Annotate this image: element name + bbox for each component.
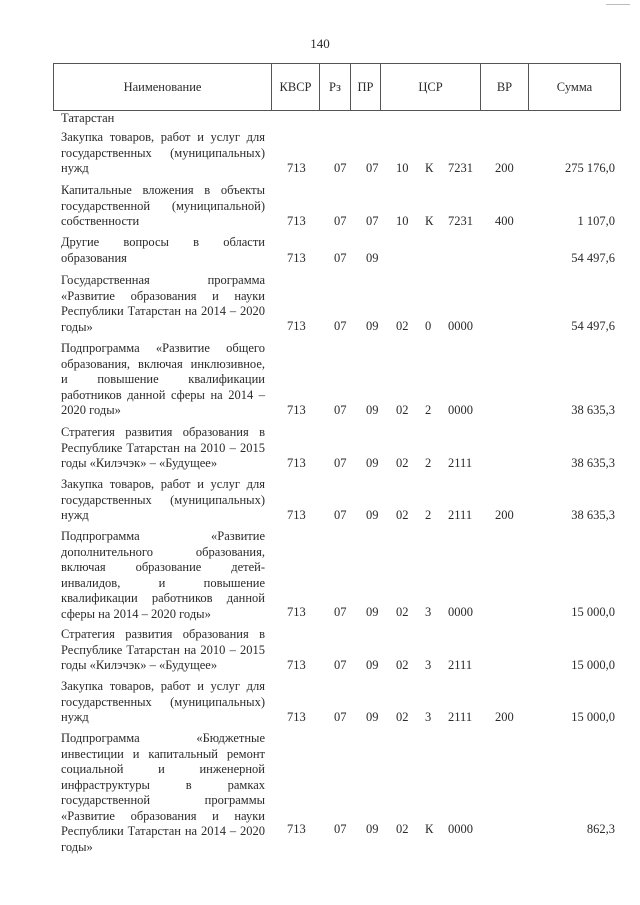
row-csr-code: 7231 — [448, 160, 473, 175]
row-name: Подпрограмма «Развитие дополнительного образования, включая образование детей-инвалидов, и повышение квалификации работников данной сферы на 2014 – 2020 годы» — [61, 529, 265, 621]
row-rz: 07 — [334, 318, 347, 333]
row-csr-program: 02 — [396, 709, 409, 724]
row-name: Подпрограмма «Бюджетные инвестиции и капитальный ремонт социальной и инженерной инфраструктуры в рамках государственной программы «Развитие образования и науки Республики Татарстан на 2014 – 2020 годы» — [61, 731, 265, 854]
row-rz: 07 — [334, 402, 347, 417]
row-rz: 07 — [334, 455, 347, 470]
row-kvsr: 713 — [287, 455, 306, 470]
row-csr-code: 2111 — [448, 709, 473, 724]
row-name: Подпрограмма «Развитие общего образования, включая инклюзивное, и повышение квалификации работников данной сферы на 2014 – 2020 годы» — [61, 341, 265, 417]
row-sum: 275 176,0 — [565, 160, 615, 175]
row-rz: 07 — [334, 709, 347, 724]
row-csr-code: 7231 — [448, 213, 473, 228]
row-csr-code: 2111 — [448, 657, 473, 672]
row-csr-subprogram: К — [425, 821, 434, 836]
table-row — [53, 679, 617, 725]
row-csr-subprogram: К — [425, 213, 434, 228]
row-name: Закупка товаров, работ и услуг для государственных (муниципальных) нужд — [61, 130, 265, 175]
row-pr: 09 — [366, 821, 379, 836]
row-sum: 862,3 — [586, 821, 615, 836]
row-csr-subprogram: 0 — [425, 318, 432, 333]
row-rz: 07 — [334, 250, 347, 265]
row-name: Стратегия развития образования в Республике Татарстан на 2010 – 2015 годы «Килэчэк» – «Будущее» — [61, 627, 265, 672]
row-csr-subprogram: 2 — [425, 455, 432, 470]
row-kvsr: 713 — [287, 709, 306, 724]
header-sum: Сумма — [529, 64, 621, 111]
row-kvsr: 713 — [287, 318, 306, 333]
row-csr-program: 02 — [396, 318, 409, 333]
row-csr-program: 02 — [396, 821, 409, 836]
row-sum: 15 000,0 — [571, 657, 615, 672]
row-name: Закупка товаров, работ и услуг для государственных (муниципальных) нужд — [61, 477, 265, 522]
row-pr: 09 — [366, 402, 379, 417]
row-csr-subprogram: 3 — [425, 604, 432, 619]
row-kvsr: 713 — [287, 250, 306, 265]
table-row — [53, 273, 617, 334]
row-csr-code: 0000 — [448, 604, 473, 619]
header-vr: ВР — [481, 64, 529, 111]
row-kvsr: 713 — [287, 657, 306, 672]
header-kvsr: КВСР — [272, 64, 320, 111]
row-kvsr: 713 — [287, 213, 306, 228]
row-sum: 1 107,0 — [577, 213, 615, 228]
row-pr: 09 — [366, 709, 379, 724]
row-kvsr: 713 — [287, 402, 306, 417]
header-rz: Рз — [320, 64, 351, 111]
row-sum: 15 000,0 — [571, 604, 615, 619]
row-kvsr: 713 — [287, 821, 306, 836]
row-rz: 07 — [334, 213, 347, 228]
row-csr-code: 0000 — [448, 318, 473, 333]
row-rz: 07 — [334, 821, 347, 836]
row-sum: 15 000,0 — [571, 709, 615, 724]
row-rz: 07 — [334, 604, 347, 619]
row-pr: 09 — [366, 250, 379, 265]
row-name: Стратегия развития образования в Республике Татарстан на 2010 – 2015 годы «Килэчэк» – «Будущее» — [61, 425, 265, 470]
header-name: Наименование — [54, 64, 272, 111]
table-row — [53, 477, 617, 523]
table-row — [53, 130, 617, 176]
row-name: Татарстан — [61, 111, 115, 125]
row-sum: 38 635,3 — [571, 455, 615, 470]
row-sum: 38 635,3 — [571, 402, 615, 417]
row-rz: 07 — [334, 657, 347, 672]
row-csr-code: 0000 — [448, 402, 473, 417]
row-name: Капитальные вложения в объекты государственной (муниципальной) собственности — [61, 183, 265, 228]
row-sum: 54 497,6 — [571, 318, 615, 333]
row-rz: 07 — [334, 160, 347, 175]
row-sum: 54 497,6 — [571, 250, 615, 265]
table-row — [53, 425, 617, 471]
header-pr: ПР — [351, 64, 381, 111]
row-name: Другие вопросы в области образования — [61, 235, 265, 265]
row-csr-subprogram: 2 — [425, 402, 432, 417]
row-pr: 07 — [366, 160, 379, 175]
row-pr: 09 — [366, 657, 379, 672]
row-csr-code: 2111 — [448, 507, 473, 522]
row-vr: 400 — [495, 213, 514, 228]
table-row — [53, 341, 617, 418]
row-csr-program: 10 — [396, 160, 409, 175]
table-row — [53, 627, 617, 673]
row-csr-program: 02 — [396, 657, 409, 672]
row-name: Государственная программа «Развитие образования и науки Республики Татарстан на 2014 – 2020 годы» — [61, 273, 265, 334]
row-csr-program: 10 — [396, 213, 409, 228]
row-csr-code: 0000 — [448, 821, 473, 836]
row-sum: 38 635,3 — [571, 507, 615, 522]
row-vr: 200 — [495, 160, 514, 175]
table-row — [53, 235, 617, 266]
row-csr-program: 02 — [396, 604, 409, 619]
table-row — [53, 183, 617, 229]
row-pr: 09 — [366, 507, 379, 522]
row-csr-subprogram: К — [425, 160, 434, 175]
row-pr: 07 — [366, 213, 379, 228]
row-pr: 09 — [366, 455, 379, 470]
page-number: 140 — [310, 36, 330, 51]
row-csr-subprogram: 3 — [425, 709, 432, 724]
header-csr: ЦСР — [381, 64, 481, 111]
row-csr-subprogram: 2 — [425, 507, 432, 522]
row-name: Закупка товаров, работ и услуг для государственных (муниципальных) нужд — [61, 679, 265, 724]
table-header — [53, 63, 621, 111]
row-kvsr: 713 — [287, 507, 306, 522]
row-kvsr: 713 — [287, 604, 306, 619]
row-vr: 200 — [495, 507, 514, 522]
table-row — [53, 529, 617, 620]
row-csr-subprogram: 3 — [425, 657, 432, 672]
row-pr: 09 — [366, 604, 379, 619]
row-csr-code: 2111 — [448, 455, 473, 470]
row-pr: 09 — [366, 318, 379, 333]
row-rz: 07 — [334, 507, 347, 522]
row-vr: 200 — [495, 709, 514, 724]
row-csr-program: 02 — [396, 402, 409, 417]
row-csr-program: 02 — [396, 455, 409, 470]
table-row — [53, 731, 617, 854]
table-row — [53, 111, 617, 129]
row-kvsr: 713 — [287, 160, 306, 175]
row-csr-program: 02 — [396, 507, 409, 522]
corner-mark — [606, 4, 630, 5]
